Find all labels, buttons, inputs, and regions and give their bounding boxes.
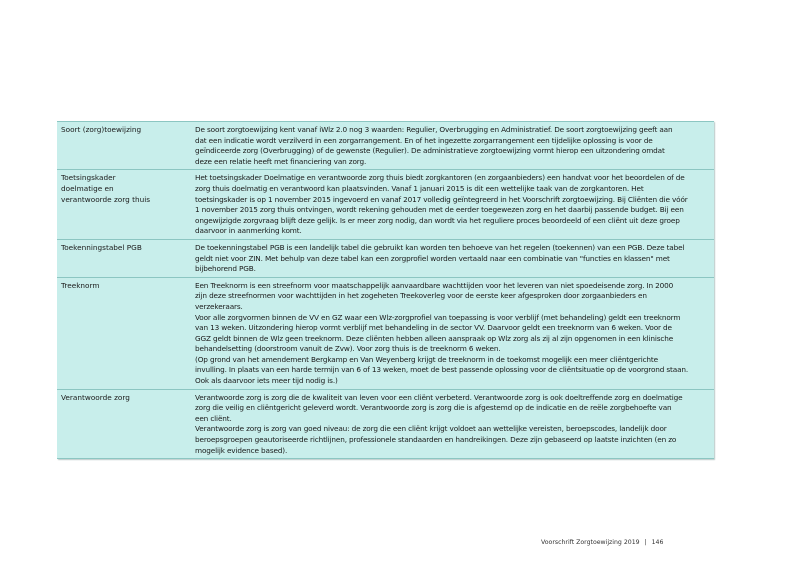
definition-text: van 13 weken. Uitzondering hierop vormt verblijf met behandeling in de sector VV. Daarvoor geldt een treeknorm van 6 weken. Voor de (195, 323, 672, 333)
definition-cell (189, 170, 714, 239)
definition-text: Een Treeknorm is een streefnorm voor maatschappelijk aanvaardbare wachttijden voor het leveren van niet spoedeisende zorg. In 2000 (195, 280, 674, 290)
definition-cell (189, 122, 714, 169)
term-text: Treeknorm (61, 280, 100, 290)
definition-text: 1 november 2015 zorg thuis ontvingen, wordt rekening gehouden met de eerder toegewezen zorg en het daarbij passende budget. Bij een (195, 205, 684, 215)
term-text: Toetsingskader (61, 173, 116, 183)
table-row (57, 170, 714, 240)
term-cell (57, 278, 189, 389)
definition-text: beroepsgroepen geautoriseerde richtlijnen, professionele standaarden en handreikingen. Deze zijn gebaseerd op laatste inzichten (en zo (195, 435, 677, 445)
glossary-table (57, 121, 714, 459)
page-footer (541, 539, 663, 546)
definition-text: zijn deze streefnormen voor wachttijden in het zogeheten Treekoverleg voor de eerste keer afgesproken door zorgaanbieders en (195, 291, 647, 301)
term-text: verantwoorde zorg thuis (61, 194, 151, 204)
definition-cell (189, 390, 714, 459)
definition-text: een cliënt. (195, 413, 232, 423)
definition-text: Ook als daarvoor iets meer tijd nodig is.) (195, 376, 338, 386)
definition-text: dat een indicatie wordt verzilverd in een zorgarrangement. En of het ingezette zorgarrangement een tijdelijke oplossing is voor de (195, 135, 653, 145)
term-text: Toekenningstabel PGB (61, 242, 142, 252)
term-text: doelmatige en (61, 183, 114, 193)
definition-text: De soort zorgtoewijzing kent vanaf iWlz 2.0 nog 3 waarden: Regulier, Overbrugging en Administratief. De soort zorgtoewijzing geeft aan (195, 125, 673, 134)
definition-text: Verantwoorde zorg is zorg van goed niveau: de zorg die een cliënt krijgt voldoet aan wettelijke vereisten, beroepscodes, landelijk door (195, 424, 667, 434)
table-row (57, 240, 714, 278)
term-cell (57, 122, 189, 169)
definition-text: mogelijk evidence based). (195, 445, 288, 455)
definition-cell (189, 240, 714, 277)
definition-text: zorg die veilig en cliëntgericht geleverd wordt. Verantwoorde zorg is zorg die is afgestemd op de indicatie en de reële zorgbehoefte van (195, 403, 672, 413)
definition-cell (189, 278, 714, 389)
definition-text: deze een relatie heeft met financiering van zorg. (195, 156, 367, 166)
page-number: 146 (651, 539, 664, 546)
definition-text: daarvoor in aanmerking komt. (195, 226, 302, 236)
table-row (57, 278, 714, 390)
definition-text: De toekenningstabel PGB is een landelijk tabel die gebruikt kan worden ten behoeve van het regelen (toekennen) van een PGB. Deze tabel (195, 242, 685, 252)
definition-text: zorg thuis doelmatig en verantwoord kan plaatsvinden. Vanaf 1 januari 2015 is dit een wettelijke taak van de zorgkantoren. Het (195, 183, 644, 193)
definition-text: Voor alle zorgvormen binnen de VV en GZ waar een Wlz-zorgprofiel van toepassing is voor verblijf (met behandeling) geldt een treeknorm (195, 312, 681, 322)
definition-text: Verantwoorde zorg is zorg die de kwaliteit van leven voor een cliënt verbeterd. Verantwoorde zorg is ook doeltreffende zorg en doelmatige (195, 392, 683, 402)
definition-text: bijbehorend PGB. (195, 264, 256, 274)
definition-text: invulling. In plaats van een harde termijn van 6 of 13 weken, moet de best passende oplossing voor de cliëntsituatie op de voorgrond staan. (195, 365, 689, 375)
table-row (57, 122, 714, 170)
definition-text: GGZ geldt binnen de Wlz geen treeknorm. Deze cliënten hebben alleen aanspraak op Wlz zorg als zij al zijn opgenomen in een klinische (195, 333, 674, 343)
table-row (57, 390, 714, 460)
definition-text: verzekeraars. (195, 301, 243, 311)
footer-title: Voorschrift Zorgtoewijzing 2019 (541, 539, 640, 546)
definition-text: behandelsetting (doorstroom vanuit de Zvw). Voor zorg thuis is de treeknorm 6 weken. (195, 344, 501, 354)
definition-text: geïndiceerde zorg (Overbrugging) of de gewenste (Regulier). De administratieve zorgtoewijzing vormt hierop een uitzondering omdat (195, 146, 665, 156)
term-cell (57, 390, 189, 459)
definition-text: ongewijzigde zorgvraag blijft deze gelijk. Is er meer zorg nodig, dan wordt via het reguliere proces beoordeeld of een cliënt uit deze groep (195, 215, 680, 225)
footer-separator: | (644, 539, 647, 546)
definition-text: Het toetsingskader Doelmatige en verantwoorde zorg thuis biedt zorgkantoren (en zorgaanbieders) een handvat voor het beoordelen of de (195, 173, 685, 183)
term-text: Soort (zorg)toewijzing (61, 125, 142, 134)
definition-text: (Op grond van het amendement Bergkamp en Van Weyenberg krijgt de treeknorm in de toekomst mogelijk een meer cliëntgerichte (195, 354, 658, 364)
definition-text: geldt niet voor ZIN. Met behulp van deze tabel kan een zorgprofiel worden vertaald naar een combinatie van "functies en klassen" met (195, 253, 670, 263)
term-text: Verantwoorde zorg (61, 392, 130, 402)
term-cell (57, 240, 189, 277)
term-cell (57, 170, 189, 239)
definition-text: toetsingskader is op 1 november 2015 ingevoerd en vanaf 2017 volledig geïntegreerd in het Voorschrift zorgtoewijzing. Bij Cliënten die vóór (195, 194, 688, 204)
